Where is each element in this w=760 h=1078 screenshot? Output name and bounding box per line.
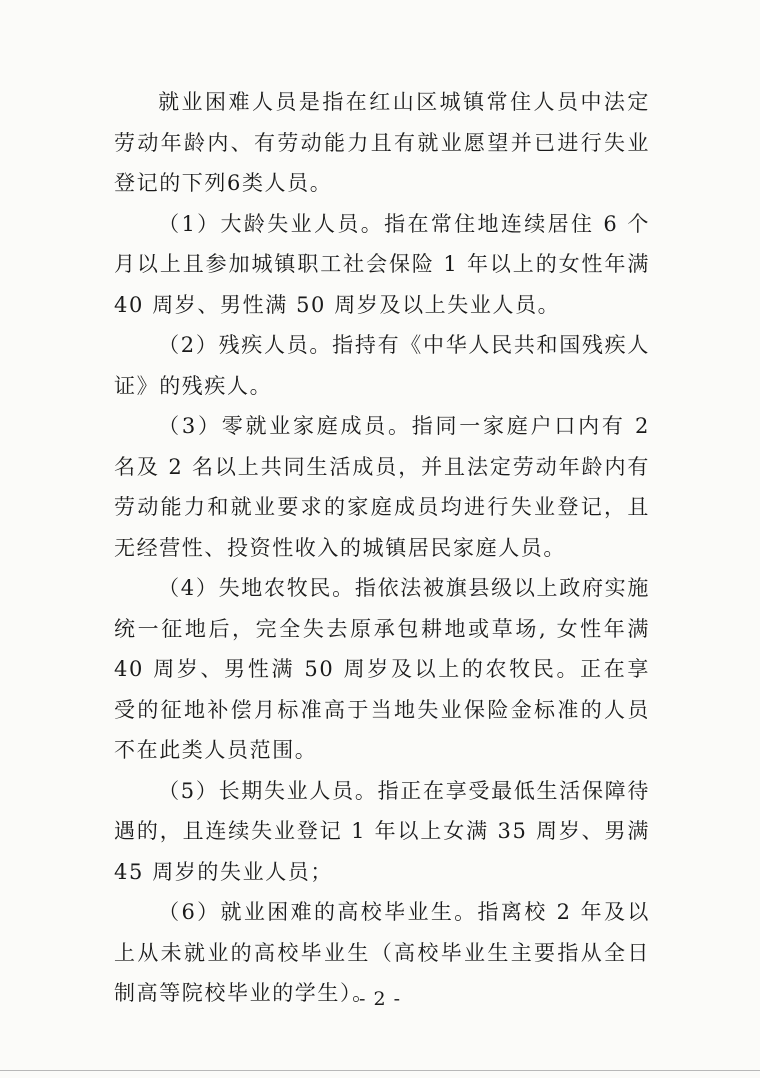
bottom-divider	[0, 1070, 760, 1071]
paragraph-item-4: （4）失地农牧民。指依法被旗县级以上政府实施统一征地后，完全失去原承包耕地或草场, 女性年满 40 周岁、男性满 50 周岁及以上的农牧民。正在享受的征地补偿月标准高于当地失业保险金标准的人员不在此类人员范围。	[114, 576, 650, 762]
paragraph-item-5: （5）长期失业人员。指正在享受最低生活保障待遇的，且连续失业登记 1 年以上女满 35 周岁、男满 45 周岁的失业人员；	[114, 778, 650, 884]
paragraph-item-2: （2）残疾人员。指持有《中华人民共和国残疾人证》的残疾人。	[114, 333, 650, 398]
paragraph-item-6: （6）就业困难的高校毕业生。指离校 2 年及以上从未就业的高校毕业生（高校毕业生主要指从全日制高等院校毕业的学生）。	[114, 900, 650, 1005]
paragraph-item-1: （1）大龄失业人员。指在常住地连续居住 6 个月以上且参加城镇职工社会保险 1 年以上的女性年满 40 周岁、男性满 50 周岁及以上失业人员。	[114, 211, 650, 317]
paragraph-item-3: （3）零就业家庭成员。指同一家庭户口内有 2 名及 2 名以上共同生活成员，并且法定劳动年龄内有劳动能力和就业要求的家庭成员均进行失业登记，且无经营性、投资性收入的城镇居民家庭人员。	[114, 414, 650, 560]
document-body	[114, 82, 650, 1014]
paragraph-intro: 就业困难人员是指在红山区城镇常住人员中法定劳动年龄内、有劳动能力且有就业愿望并已进行失业登记的下列6类人员。	[114, 90, 650, 195]
page-number: - 2 -	[358, 988, 401, 1010]
